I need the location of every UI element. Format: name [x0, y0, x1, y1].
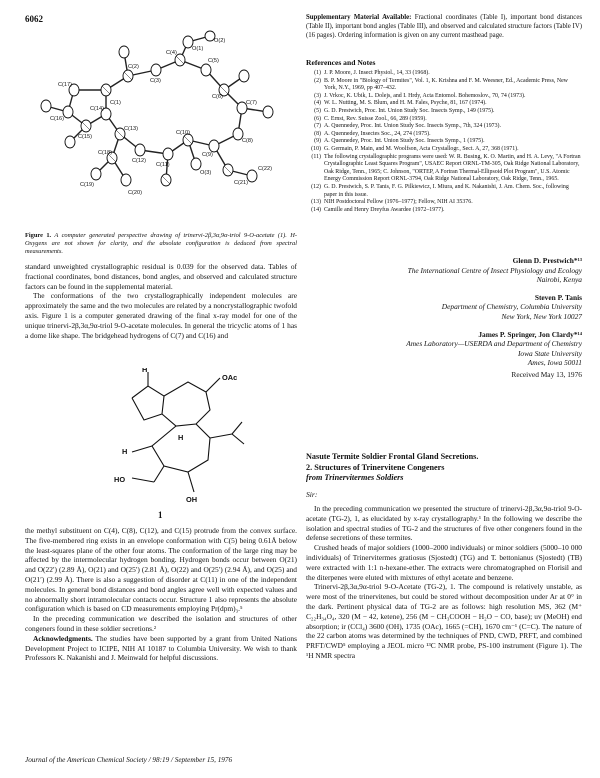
atom-label: C(16) — [50, 116, 64, 122]
paragraph: Trinervi-2β,3α,9α-triol 9-O-Acetate (TG-2), 1. The compound is relatively unstable, as were most of the trinervitenes, but could be stored without decomposition under Ar at 0° in the dark. Pertinent physical data of TG-2 are as follows: high resolution MS, 362 (M⁺ C₂₂H₃₄O₄, 320 (M − 42, ketene), 256 (M − CH₃COOH − H₂O − CO, base); uv (MeOH) end absorption; ir (CCl₄) 3600 (OH), 1735 (OAc), 1665 (=CH), 1670 cm⁻¹ (C=C). The nature of the 22 carbon atoms was determined by the techniques of PND, CWD, PRFT, and combined PRFT/CWD⁵ employing a JEOL micro ¹³C NMR probe, PS-100 instrument (Figure 1). The ¹H NMR spectra — [306, 582, 582, 660]
author-entry — [306, 330, 582, 368]
structure-label: HO — [114, 475, 126, 484]
acknowledgments-text: The studies have been supported by a grant from United Nations Development Project to ICIPE, NIH AI 10187 to Columbia University. We wish to thank Professors K. Nakanishi and J. Meinwald for helpful discussions. — [25, 633, 297, 663]
reference-item — [306, 123, 582, 131]
author-affiliation: New York, New York 10027 — [501, 311, 582, 321]
title-line: 2. Structures of Trinervitene Congeners — [306, 462, 445, 472]
reference-number: (11) — [311, 153, 321, 160]
atom-label: C(22) — [258, 166, 272, 172]
paragraph: the methyl substituent on C(4), C(8), C(12), and C(15) protrude from the convex surface. The five-membered ring exists in an envelope conformation with C(5) being 0.61Å below the least-squares plane of the other four atoms. The conformation of the large ring may be affected by the intermolecular hydrogen bonding. Hydrogen bonds occur between O(21) and O(22′) (2.89 Å), O(21) and O(25′) (2.81 Å), O(22) and O(25′) (2.94 Å), and O(25) and O(21′) (2.99 Å). There is also a suggestion of disorder at C(11) in one of the independent molecules. In general bond distances and bond angles agree well with expected values and no abnormally short intramolecular contacts occur. Structure 1 also represents the absolute configuration which is based on CD measurements employing Pr(dpm)₃.⁵ — [25, 526, 297, 614]
author-name: Glenn D. Prestwich*¹³ — [512, 256, 582, 265]
author-entry — [306, 256, 582, 285]
structure-label: H — [122, 447, 128, 456]
paragraph: In the preceding communication we presented the structure of trinervi-2β,3α,9α-triol 9-O-acetate (TG-2), 1, as elucidated by x-ray crystallography.¹ In the following we describe the isolation and spectral studies of TG-2 and the structures of five other congeners found in the defense secretions of these termites. — [306, 504, 582, 543]
structure-number: 1 — [158, 510, 163, 520]
reference-text: G. D. Prestwich, S. P. Tanis, F. G. Pilkiewicz, I. Miura, and K. Nakanishi, J. Am. Chem. Soc., following paper in this issue. — [324, 183, 569, 198]
paragraph: Crushed heads of major soldiers (1000–2000 individuals) or minor soldiers (5000–10 000 individuals) of Trinervitermes gratiosus (Sjostedt) (TG) and T. bettonianus (Sjostedt) (TB) were extracted with 1:1 n-hexane-ether. The extracts were chromatographed on Florisil and the diterpenes were eluted with mixtures of ethyl acetate and benzene. — [306, 543, 582, 582]
author-affiliation: Ames, Iowa 50011 — [527, 358, 582, 368]
acknowledgments — [25, 634, 297, 663]
reference-text: Camille and Henry Dreyfus Awardee (1972–1977). — [324, 206, 445, 213]
atom-label: C(5) — [208, 58, 219, 64]
author-affiliation: Ames Laboratory—USERDA and Department of Chemistry — [406, 339, 582, 349]
received-date: Received May 13, 1976 — [511, 369, 582, 379]
atom-label: C(3) — [150, 78, 161, 84]
reference-number: (14) — [311, 206, 321, 213]
atom-label: O(2) — [214, 38, 226, 44]
figure-1-caption-text: A computer generated perspective drawing of trinervi-2β,3α,9α-triol 9-O-acetate (1). H-Oxygens are not shown for clarity, and the absolute configuration is deduced from spectral measurements. — [25, 232, 297, 256]
reference-number: (9) — [314, 138, 321, 145]
figure-1-caption — [25, 232, 297, 257]
supplementary-material — [306, 14, 582, 40]
reference-item — [306, 146, 582, 154]
atom-label: C(18) — [98, 150, 112, 156]
page-number: 6062 — [25, 14, 43, 24]
reference-number: (2) — [314, 77, 321, 84]
atom-label: O(3) — [200, 170, 212, 176]
reference-text: The following crystallographic programs were used: W. R. Busing, K. O. Martin, and H. A. Levy, "A Fortran Crystallographic Least Squares Program", USAEC Report ORNL-TM-305, Oak Ridge National Laboratory, Oak Ridge, Tenn., 1965; C. Johnson, "ORTEP, A Fortran Thermal-Ellipsoid Plot Program", U.S. Atomic Energy Commission Report ORNL-3794, Oak Ridge National Laboratory, Oak Ridge, Tenn., 1965. — [324, 153, 581, 183]
atom-label: C(14) — [90, 106, 104, 112]
reference-item — [306, 207, 582, 215]
structure-1-drawing — [92, 368, 262, 508]
paragraph: In the preceding communication we described the isolation and structures of other congeners found in these soldier secretions.² — [25, 614, 297, 633]
atom-label: C(7) — [246, 100, 257, 106]
communication-title — [306, 452, 582, 484]
atom-label: C(19) — [80, 182, 94, 188]
reference-item — [306, 70, 582, 78]
reference-text: A. Quennedey, Proc. Int. Union Study Soc. Insects Symp., 1 (1975). — [324, 138, 485, 145]
supplementary-label: Supplementary Material Available: — [306, 14, 412, 21]
reference-number: (3) — [314, 92, 321, 99]
paragraph: standard unweighted crystallographic residual is 0.039 for the observed data. Tables of fractional coordinates, bond distances, bond angles, and observed and calculated structure factors can be found in the supplemental material. — [25, 262, 297, 291]
supplementary-text: Fractional coordinates (Table I), important bond distances (Table II), important bond angles (Table III), and observed and calculated structure factors (Table IV) (16 pages). Ordering information is given on any current masthead page. — [306, 14, 582, 39]
title-line: Nasute Termite Soldier Frontal Gland Secretions. — [306, 452, 479, 461]
left-column-bottom — [25, 526, 297, 663]
figure-1-ortep-drawing — [28, 30, 296, 222]
structure-label: H — [142, 368, 148, 374]
journal-footer: Journal of the American Chemical Society / 98:19 / September 15, 1976 — [25, 756, 233, 764]
reference-item — [306, 78, 582, 93]
atom-label: C(1) — [110, 100, 121, 106]
reference-item — [306, 184, 582, 199]
reference-number: (6) — [314, 115, 321, 122]
left-column-top — [25, 262, 297, 340]
structure-label: H — [178, 433, 184, 442]
reference-text: NIH Postdoctoral Fellow (1976–1977); Fellow, NIH AI 35376. — [324, 199, 473, 206]
atom-label: C(20) — [128, 190, 142, 196]
reference-number: (5) — [314, 107, 321, 114]
author-affiliation: The International Centre of Insect Physiology and Ecology — [407, 265, 582, 275]
reference-number: (10) — [311, 145, 321, 152]
atom-label: C(12) — [132, 158, 146, 164]
right-column-body — [306, 504, 582, 661]
reference-item — [306, 199, 582, 207]
reference-text: A. Quennedey, Proc. Int. Union Study Soc. Insects Symp., 7th, 324 (1973). — [324, 123, 501, 130]
reference-text: A. Quennedey, Insectes Soc., 24, 274 (1975). — [324, 130, 431, 137]
references-heading: References and Notes — [306, 58, 376, 67]
title-line: from Trinervitermes Soldiers — [306, 473, 404, 482]
atom-label: C(8) — [242, 138, 253, 144]
structure-label: OH — [186, 495, 198, 504]
reference-text: G. D. Prestwich, Proc. Int. Union Study Soc. Insects Symp., 149 (1975). — [324, 107, 495, 114]
references-list — [306, 70, 582, 214]
atom-label: C(11) — [156, 162, 170, 168]
reference-text: C. Ernst, Rev. Suisse Zool., 66, 289 (1959). — [324, 115, 427, 122]
reference-item — [306, 108, 582, 116]
paragraph: The conformations of the two crystallographically independent molecules are approximately the same and the two molecules are related by a noncrystallographic twofold axis. Figure 1 is a computer generated drawing of the final x-ray model for one of the unique trinervi-2β,3α,9α-triol 9-O-acetate molecules. In general the tricyclic atoms of 1 has a dome like shape. The bridgehead hydrogens of C(7) and C(16) and — [25, 291, 297, 340]
reference-text: W. L. Nutting, M. S. Blum, and H. M. Fales, Psyche, 81, 167 (1974). — [324, 100, 487, 107]
reference-text: J. Vrkoc, K. Ubik, L. Dolejs, and I. Hrdy, Acta Entomol. Bohemoslov., 70, 74 (1973). — [324, 92, 526, 99]
reference-number: (7) — [314, 123, 321, 130]
reference-number: (12) — [311, 183, 321, 190]
reference-number: (1) — [314, 70, 321, 76]
reference-text: B. P. Moore in "Biology of Termites", Vol. 1, K. Krishna and F. M. Weesner, Ed., Academic Press, New York, N.Y., 1969, pp 407–432. — [324, 77, 568, 92]
atom-label: C(6) — [212, 94, 223, 100]
author-affiliation: Iowa State University — [517, 348, 582, 358]
author-name: Steven P. Tanis — [534, 292, 582, 302]
reference-number: (13) — [311, 199, 321, 206]
atom-label: C(9) — [202, 152, 213, 158]
atom-label: C(10) — [176, 130, 190, 136]
acknowledgments-label: Acknowledgments. — [33, 633, 93, 643]
reference-item — [306, 154, 582, 184]
reference-text: J. P. Moore, J. Insect Physiol., 14, 33 (1968). — [324, 70, 430, 76]
author-affiliation: Nairobi, Kenya — [536, 275, 582, 285]
author-entry — [306, 293, 582, 322]
atom-label: C(17) — [58, 82, 72, 88]
author-name: James P. Springer, Jon Clardy*¹⁴ — [478, 329, 582, 339]
atom-label: C(15) — [78, 134, 92, 140]
reference-item — [306, 100, 582, 108]
figure-1-caption-label: Figure 1. — [25, 232, 52, 239]
reference-item — [306, 138, 582, 146]
reference-text: G. Germain, P. Main, and M. Woolfson, Acta Crystallogr., Sect. A, 27, 368 (1971). — [324, 145, 519, 152]
structure-label: OAc — [222, 373, 238, 382]
atom-label: C(21) — [234, 180, 248, 186]
reference-number: (8) — [314, 130, 321, 137]
atom-label: C(2) — [128, 64, 139, 70]
atom-label: O(1) — [192, 46, 204, 52]
atom-label: C(4) — [166, 50, 177, 56]
author-affiliation: Department of Chemistry, Columbia University — [441, 302, 582, 312]
atom-label: C(13) — [124, 126, 138, 132]
reference-number: (4) — [314, 100, 321, 107]
author-block — [306, 256, 582, 380]
salutation: Sir: — [306, 490, 318, 499]
